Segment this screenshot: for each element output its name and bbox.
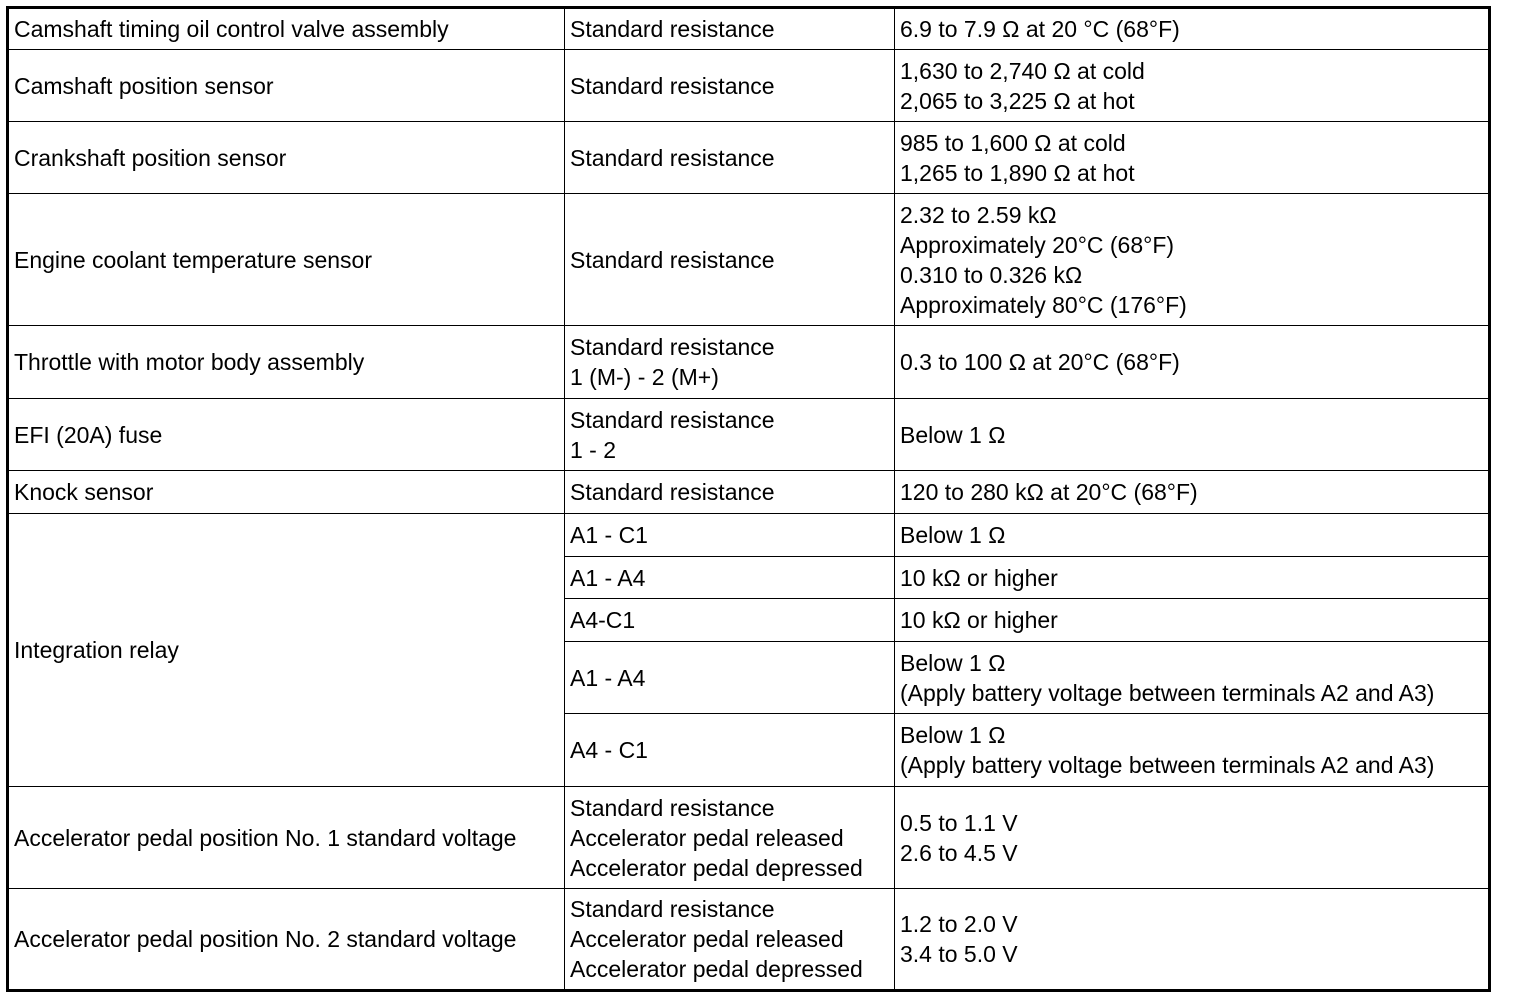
spec-cell: 10 kΩ or higher <box>895 599 1490 642</box>
spec-cell: Below 1 Ω <box>895 399 1490 471</box>
spec-cell: 985 to 1,600 Ω at cold 1,265 to 1,890 Ω at hot <box>895 122 1490 194</box>
table-row <box>8 8 1490 50</box>
item-cell: Throttle with motor body assembly <box>8 326 565 399</box>
condition-cell: Standard resistance <box>565 194 895 326</box>
table-row <box>8 471 1490 514</box>
item-cell: Camshaft position sensor <box>8 50 565 122</box>
spec-cell: 2.32 to 2.59 kΩ Approximately 20°C (68°F) 0.310 to 0.326 kΩ Approximately 80°C (176°F) <box>895 194 1490 326</box>
condition-cell: Standard resistance 1 - 2 <box>565 399 895 471</box>
spec-cell: Below 1 Ω (Apply battery voltage between terminals A2 and A3) <box>895 714 1490 787</box>
condition-cell: Standard resistance 1 (M-) - 2 (M+) <box>565 326 895 399</box>
table-row <box>8 194 1490 326</box>
item-cell-integration-relay: Integration relay <box>8 514 565 787</box>
spec-cell: 1,630 to 2,740 Ω at cold 2,065 to 3,225 Ω at hot <box>895 50 1490 122</box>
condition-cell: Standard resistance <box>565 471 895 514</box>
spec-cell: Below 1 Ω <box>895 514 1490 557</box>
condition-cell: A1 - A4 <box>565 557 895 599</box>
item-cell: Accelerator pedal position No. 1 standard voltage <box>8 787 565 889</box>
table-row <box>8 50 1490 122</box>
spec-cell: 0.5 to 1.1 V 2.6 to 4.5 V <box>895 787 1490 889</box>
item-cell: Camshaft timing oil control valve assembly <box>8 8 565 50</box>
condition-cell: A4-C1 <box>565 599 895 642</box>
spec-cell: 6.9 to 7.9 Ω at 20 °C (68°F) <box>895 8 1490 50</box>
table-row <box>8 122 1490 194</box>
condition-cell: A1 - C1 <box>565 514 895 557</box>
table-row <box>8 399 1490 471</box>
item-cell: Accelerator pedal position No. 2 standard voltage <box>8 889 565 991</box>
spec-cell: Below 1 Ω (Apply battery voltage between terminals A2 and A3) <box>895 642 1490 714</box>
spec-cell: 10 kΩ or higher <box>895 557 1490 599</box>
item-cell: Crankshaft position sensor <box>8 122 565 194</box>
table-row <box>8 326 1490 399</box>
table-row <box>8 514 1490 557</box>
spec-table <box>6 6 1491 992</box>
spec-cell: 120 to 280 kΩ at 20°C (68°F) <box>895 471 1490 514</box>
condition-cell: A1 - A4 <box>565 642 895 714</box>
table-row <box>8 787 1490 889</box>
item-cell: Knock sensor <box>8 471 565 514</box>
condition-cell: Standard resistance Accelerator pedal released Accelerator pedal depressed <box>565 889 895 991</box>
condition-cell: Standard resistance <box>565 8 895 50</box>
item-cell: Engine coolant temperature sensor <box>8 194 565 326</box>
table-row <box>8 889 1490 991</box>
condition-cell: A4 - C1 <box>565 714 895 787</box>
condition-cell: Standard resistance Accelerator pedal released Accelerator pedal depressed <box>565 787 895 889</box>
spec-cell: 0.3 to 100 Ω at 20°C (68°F) <box>895 326 1490 399</box>
condition-cell: Standard resistance <box>565 50 895 122</box>
spec-cell: 1.2 to 2.0 V 3.4 to 5.0 V <box>895 889 1490 991</box>
condition-cell: Standard resistance <box>565 122 895 194</box>
item-cell: EFI (20A) fuse <box>8 399 565 471</box>
